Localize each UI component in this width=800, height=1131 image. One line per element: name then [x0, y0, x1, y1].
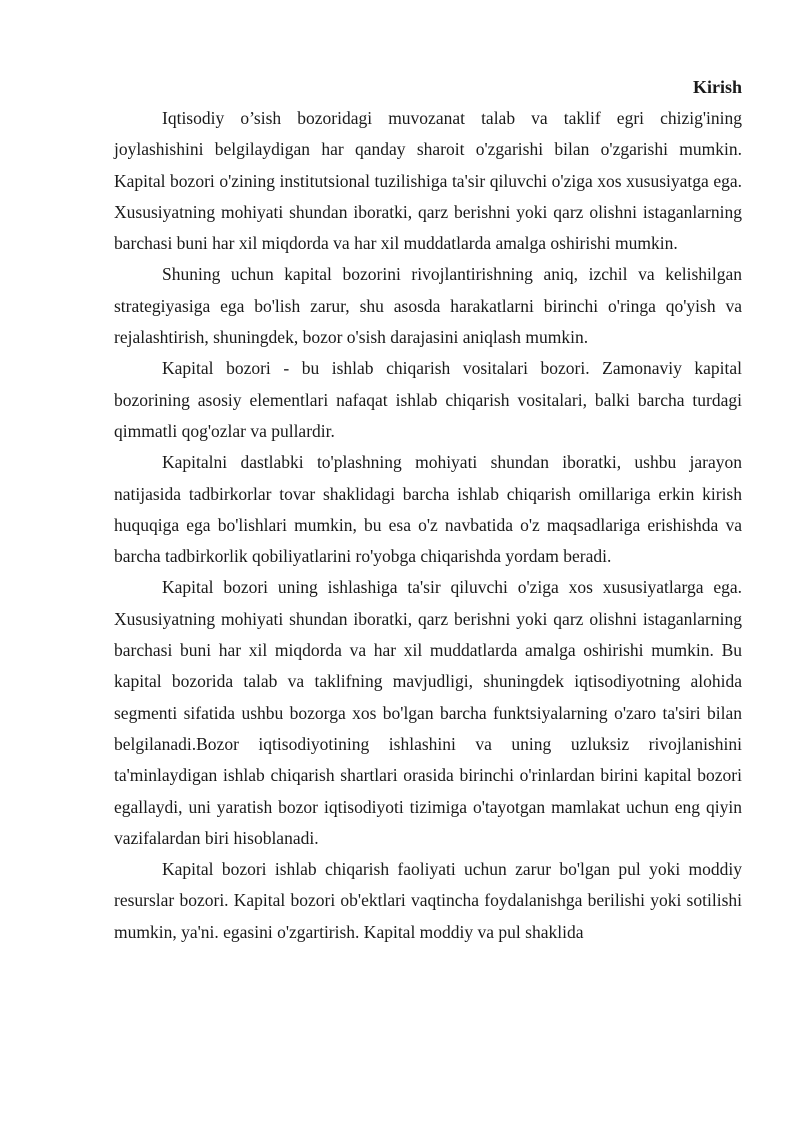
paragraph-4: Kapitalni dastlabki to'plashning mohiyati shundan iboratki, ushbu jarayon natijasida tadbirkorlar tovar shaklidagi barcha ishlab chiqarish omillariga erkin kirish huquqiga ega bo'lishlari mumkin, bu esa o'z navbatida o'z maqsadlariga erishishda va barcha tadbirkorlik qobiliyatlarini ro'yobga chiqarishda yordam beradi. — [114, 452, 742, 567]
paragraph-3: Kapital bozori - bu ishlab chiqarish vositalari bozori. Zamonaviy kapital bozorining asosiy elementlari nafaqat ishlab chiqarish vositalari, balki barcha turdagi qimmatli qog'ozlar va pullardir. — [114, 358, 742, 441]
paragraph-5: Kapital bozori uning ishlashiga ta'sir qiluvchi o'ziga xos xususiyatlarga ega. Xususiyatning mohiyati shundan iboratki, qarz berishni yoki qarz olishni istaganlarning barchasi buni har xil miqdorda va har xil muddatlarda amalga oshirishi mumkin. Bu kapital bozorida talab va taklifning mavjudligi, shuningdek iqtisodiyotning alohida segmenti sifatida ushbu bozorga xos bo'lgan barcha funktsiyalarning o'zaro ta'siri bilan belgilanadi.Bozor iqtisodiyotining ishlashini va uning uzluksiz rivojlanishini ta'minlaydigan ishlab chiqarish shartlari orasida birinchi o'rinlardan birini kapital bozori egallaydi, uni yaratish bozor iqtisodiyoti tizimiga o'tayotgan mamlakat uchun eng qiyin vazifalardan biri hisoblanadi. — [114, 577, 742, 848]
paragraph-2: Shuning uchun kapital bozorini rivojlantirishning aniq, izchil va kelishilgan strategiyasiga ega bo'lish zarur, shu asosda harakatlarni birinchi o'ringa qo'yish va rejalashtirish, shuningdek, bozor o'sish darajasini aniqlash mumkin. — [114, 264, 742, 348]
paragraph-1: Iqtisodiy o’sish bozoridagi muvozanat talab va taklif egri chizig'ining joylashishini belgilaydigan har qanday sharoit o'zgarishi bilan o'zgarishi mumkin. Kapital bozori o'zining institutsional tuzilishiga ta'sir qiluvchi o'ziga xos xususiyatga ega. Xususiyatning mohiyati shundan iboratki, qarz berishni yoki qarz olishni istaganlarning barchasi buni har xil miqdorda va har xil muddatlarda amalga oshirishi mumkin. — [114, 108, 742, 254]
paragraph-6: Kapital bozori ishlab chiqarish faoliyati uchun zarur bo'lgan pul yoki moddiy resurslar bozori. Kapital bozori ob'ektlari vaqtincha foydalanishga berilishi yoki sotilishi mumkin, ya'ni. egasini o'zgartirish. Kapital moddiy va pul shaklida — [114, 859, 742, 942]
page-title: Kirish — [692, 77, 742, 97]
